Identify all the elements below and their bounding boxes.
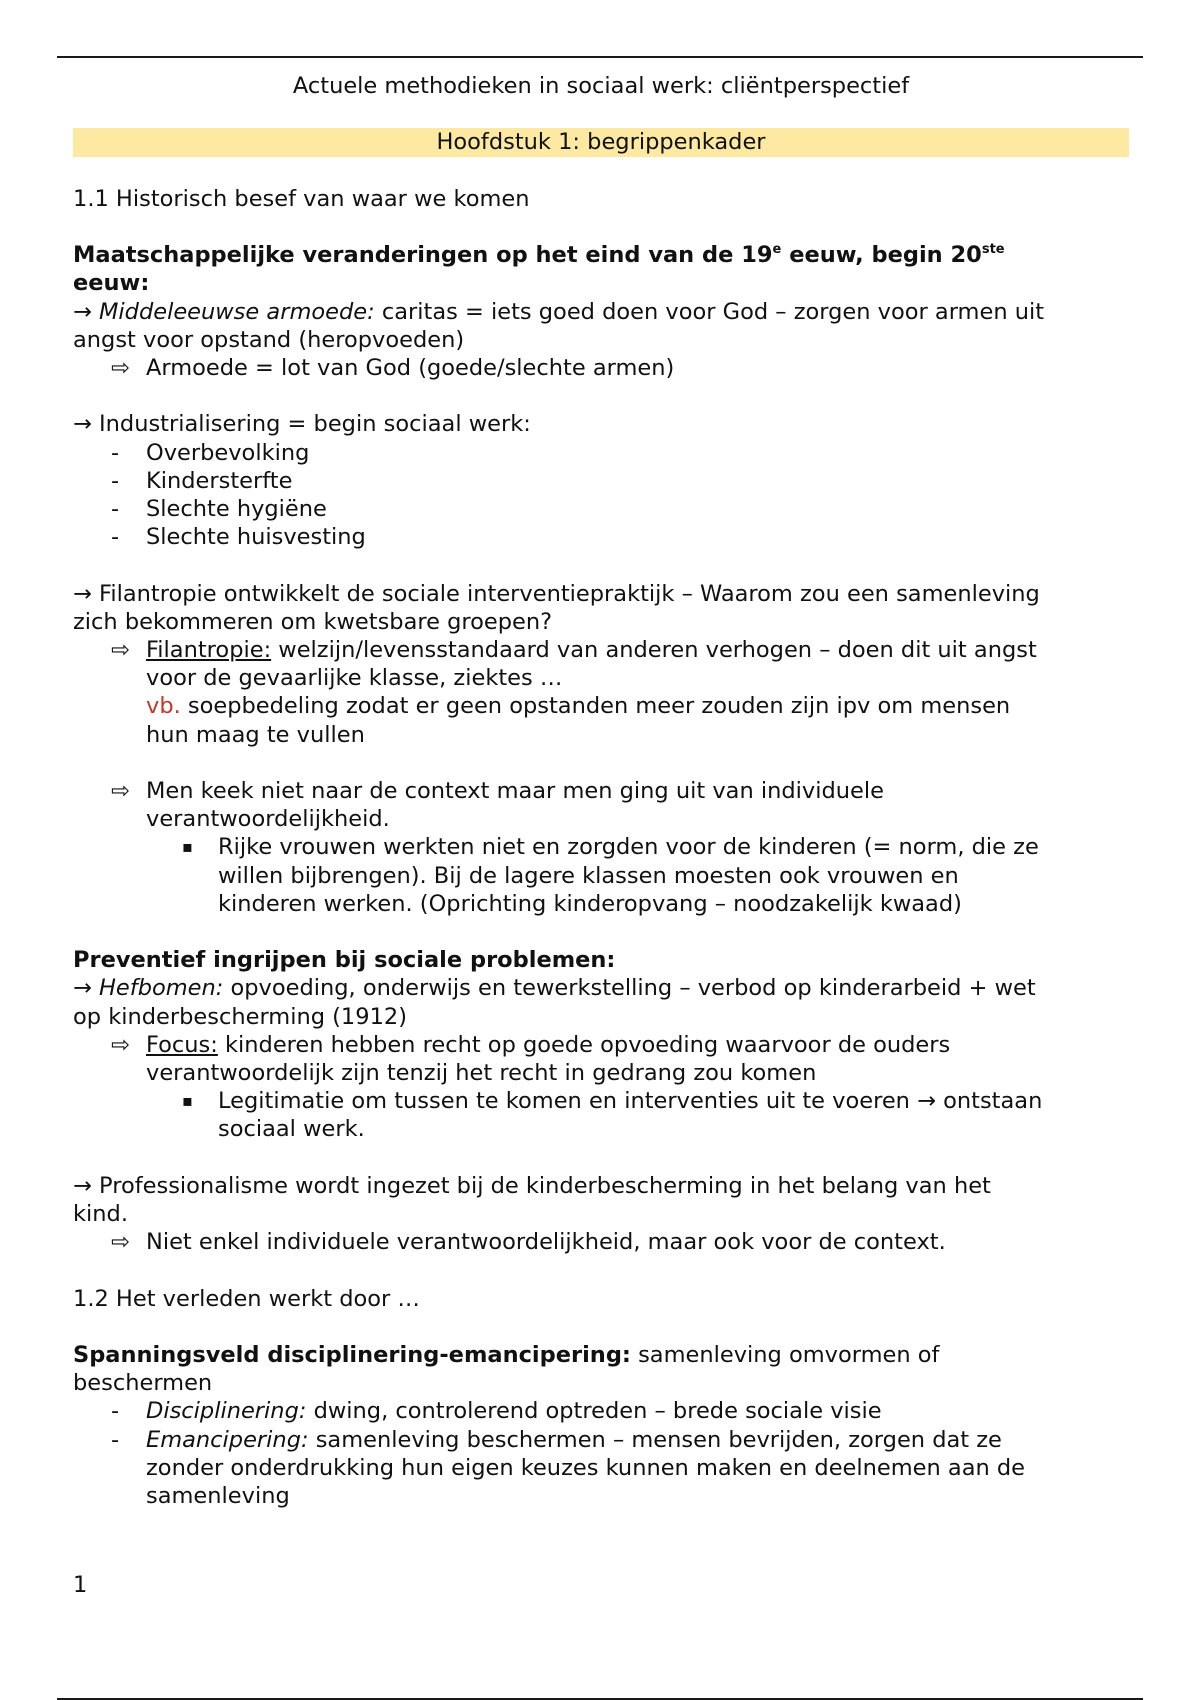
dash-marker: -	[111, 467, 120, 494]
document-page	[73, 72, 1129, 1510]
hollow-arrow-icon: ⇨	[111, 636, 130, 663]
arrow-icon: →	[73, 580, 92, 607]
filantropie-definition-cont: voor de gevaarlijke klasse, ziektes …	[146, 665, 563, 692]
dash-marker: -	[111, 1398, 120, 1425]
list-item: - Emancipering: samenleving beschermen – mensen bevrijden, zorgen dat ze	[111, 1426, 1002, 1453]
focus-note-cont: verantwoordelijk zijn tenzij het recht in gedrang zou komen	[146, 1060, 817, 1086]
legitimatie-note: ▪ Legitimatie om tussen te komen en interventies uit te voeren → ontstaan	[182, 1088, 1043, 1115]
context-note-cont: verantwoordelijkheid.	[146, 806, 390, 833]
filantropie-intro-cont: zich bekommeren om kwetsbare groepen?	[73, 608, 553, 635]
hefbomen-cont: op kinderbescherming (1912)	[73, 1003, 407, 1030]
context-note: ⇨ Men keek niet naar de context maar men ging uit van individuele	[111, 777, 884, 804]
top-rule	[57, 56, 1143, 58]
arrow-icon: →	[73, 298, 92, 325]
section-heading-1-2: 1.2 Het verleden werkt door …	[73, 1285, 420, 1312]
middeleeuwse-armoede-cont: angst voor opstand (heropvoeden)	[73, 326, 465, 353]
list-item: - Slechte huisvesting	[111, 524, 366, 551]
filantropie-definition: ⇨ Filantropie: welzijn/levensstandaard van anderen verhogen – doen dit uit angst	[111, 636, 1037, 663]
professionalisme-cont: kind.	[73, 1201, 128, 1227]
vrouwen-note: ▪ Rijke vrouwen werkten niet en zorgden voor de kinderen (= norm, die ze	[182, 834, 1039, 861]
example-soepbedeling: vb. soepbedeling zodat er geen opstanden meer zouden zijn ipv om mensen	[146, 693, 1011, 720]
list-item: - Overbevolking	[111, 439, 310, 466]
legitimatie-note-cont: sociaal werk.	[218, 1116, 365, 1143]
spanningsveld: Spanningsveld disciplinering-emancipering: samenleving omvormen of	[73, 1341, 940, 1368]
vrouwen-note-cont: kinderen werken. (Oprichting kinderopvang – noodzakelijk kwaad)	[218, 890, 962, 917]
industrialisering: → Industrialisering = begin sociaal werk:	[73, 411, 531, 438]
spanningsveld-cont: beschermen	[73, 1370, 213, 1397]
subheading-maatschappelijke: Maatschappelijke veranderingen op het eind van de 19e eeuw, begin 20ste	[73, 242, 1005, 269]
course-title: Actuele methodieken in sociaal werk: cliëntperspectief	[292, 73, 910, 99]
example-soepbedeling-cont: hun maag te vullen	[146, 721, 365, 748]
middeleeuwse-armoede: → Middeleeuwse armoede: caritas = iets goed doen voor God – zorgen voor armen uit	[73, 298, 1045, 325]
square-bullet-icon: ▪	[182, 1091, 193, 1111]
hollow-arrow-icon: ⇨	[111, 1229, 130, 1256]
list-item: - Kindersterfte	[111, 467, 293, 494]
subheading-preventief: Preventief ingrijpen bij sociale problemen:	[73, 947, 616, 974]
arrow-icon: →	[73, 1172, 92, 1199]
filantropie-intro: → Filantropie ontwikkelt de sociale interventiepraktijk – Waarom zou een samenleving	[73, 580, 1040, 607]
hollow-arrow-icon: ⇨	[111, 1031, 130, 1058]
list-item: - Slechte hygiëne	[111, 495, 327, 522]
vrouwen-note-cont: willen bijbrengen). Bij de lagere klassen moesten ook vrouwen en	[218, 862, 959, 889]
section-heading-1-1: 1.1 Historisch besef van waar we komen	[73, 185, 530, 212]
list-item-cont: samenleving	[146, 1483, 290, 1509]
hefbomen: → Hefbomen: opvoeding, onderwijs en tewerkstelling – verbod op kinderarbeid + wet	[73, 975, 1036, 1002]
chapter-title: Hoofdstuk 1: begrippenkader	[73, 128, 1129, 156]
dash-marker: -	[111, 495, 120, 522]
dash-marker: -	[111, 524, 120, 551]
arrow-icon: →	[73, 411, 92, 438]
square-bullet-icon: ▪	[182, 837, 193, 857]
hollow-arrow-icon: ⇨	[111, 354, 130, 381]
focus-note: ⇨ Focus: kinderen hebben recht op goede opvoeding waarvoor de ouders	[111, 1031, 951, 1058]
list-item-cont: zonder onderdrukking hun eigen keuzes kunnen maken en deelnemen aan de	[146, 1454, 1026, 1481]
page-number: 1	[73, 1572, 88, 1598]
niet-enkel-note: ⇨ Niet enkel individuele verantwoordelijkheid, maar ook voor de context.	[111, 1229, 946, 1256]
armoede-note: ⇨ Armoede = lot van God (goede/slechte armen)	[111, 354, 675, 381]
hollow-arrow-icon: ⇨	[111, 777, 130, 804]
subheading-maatschappelijke-cont: eeuw:	[73, 270, 150, 297]
professionalisme: → Professionalisme wordt ingezet bij de kinderbescherming in het belang van het	[73, 1172, 991, 1199]
example-label: vb.	[146, 693, 181, 720]
dash-marker: -	[111, 1426, 120, 1453]
arrow-icon: →	[73, 975, 92, 1002]
list-item: - Disciplinering: dwing, controlerend optreden – brede sociale visie	[111, 1398, 882, 1425]
dash-marker: -	[111, 439, 120, 466]
